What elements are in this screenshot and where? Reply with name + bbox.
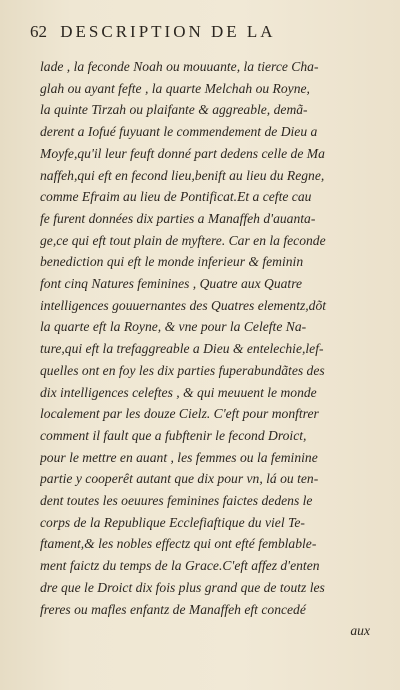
text-line: font cinq Natures feminines , Quatre aux Quatre bbox=[40, 276, 303, 292]
text-line: Moyfe,qu'il leur feuft donné part dedens celle de Ma bbox=[40, 145, 325, 161]
text-line: partie y cooperêt autant que dix pour vn, lá ou ten- bbox=[40, 471, 319, 487]
text-line: glah ou ayant fefte , la quarte Melchah ou Royne, bbox=[40, 80, 310, 96]
catchword: aux bbox=[350, 623, 370, 639]
running-title: DESCRIPTION DE LA bbox=[60, 22, 276, 41]
text-line: corps de la Republique Ecclefiaftique du viel Te- bbox=[40, 514, 305, 530]
text-line: dre que le Droict dix fois plus grand que de toutz les bbox=[40, 579, 325, 595]
text-line: derent a Iofué fuyuant le commendement de Dieu a bbox=[40, 124, 318, 140]
running-header bbox=[30, 22, 370, 42]
text-line: ftament,& les nobles effectz qui ont efté femblable- bbox=[40, 536, 317, 552]
text-line: intelligences gouuernantes des Quatres elementz,dõt bbox=[40, 297, 327, 313]
text-line: ture,qui eft la trefaggreable a Dieu & entelechie,lef- bbox=[40, 341, 324, 357]
text-line: ment faictz du temps de la Grace.C'eft affez d'enten bbox=[40, 558, 320, 574]
text-line: localement par les douze Cielz. C'eft pour monftrer bbox=[40, 406, 319, 422]
text-line: comment il fault que a fubftenir le fecond Droict, bbox=[40, 427, 307, 443]
text-line: fe furent données dix parties a Manaffeh d'auanta- bbox=[40, 210, 316, 226]
text-block bbox=[40, 56, 370, 642]
text-line: lade , la feconde Noah ou mouuante, la tierce Cha- bbox=[40, 59, 319, 74]
text-line: comme Efraim au lieu de Pontificat.Et a cefte cau bbox=[40, 189, 312, 205]
page-number: 62 bbox=[30, 22, 47, 41]
text-line: benediction qui eft le monde inferieur & feminin bbox=[40, 254, 304, 270]
text-line: freres ou mafles enfantz de Manaffeh eft concedé bbox=[40, 601, 306, 617]
text-line: dix intelligences celeftes , & qui meuuent le monde bbox=[40, 384, 317, 400]
text-line: pour le mettre en auant , les femmes ou la feminine bbox=[40, 449, 318, 465]
text-line: ge,ce qui eft tout plain de myftere. Car en la feconde bbox=[40, 232, 326, 248]
text-line: la quinte Tirzah ou plaifante & aggreable, demã- bbox=[40, 102, 308, 118]
text-line: naffeh,qui eft en fecond lieu,benift au lieu du Regne, bbox=[40, 167, 325, 183]
text-line: dent toutes les oeuures feminines faictes dedens le bbox=[40, 493, 313, 509]
text-line: la quarte eft la Royne, & vne pour la Celefte Na- bbox=[40, 319, 307, 335]
text-line: quelles ont en foy les dix parties fuperabundãtes des bbox=[40, 362, 325, 378]
